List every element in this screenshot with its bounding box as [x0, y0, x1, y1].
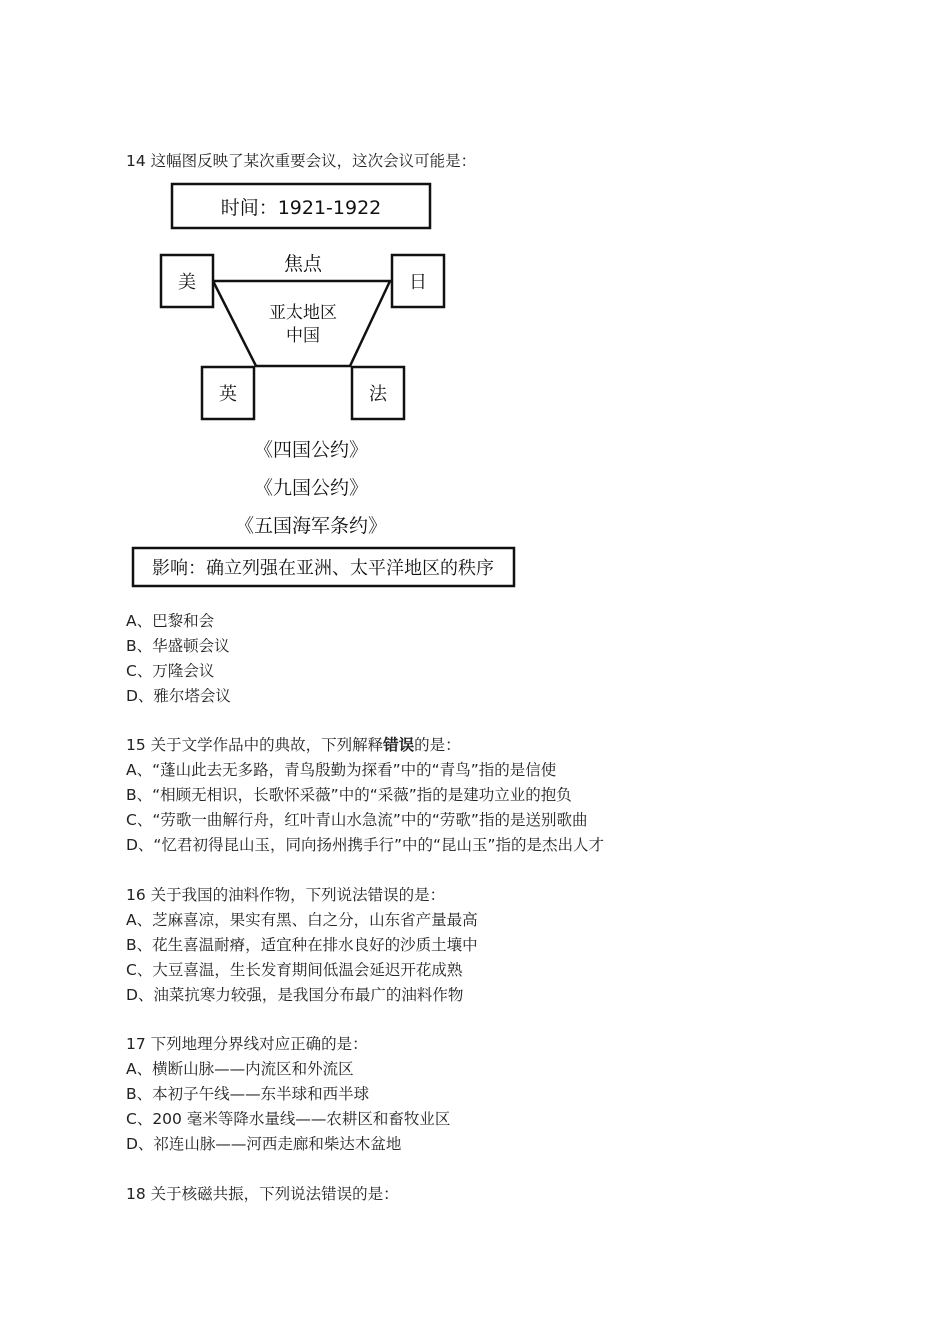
q16-option-c: C、大豆喜温，生长发育期间低温会延迟开花成熟 — [126, 961, 463, 979]
q17-option-a: A、横断山脉——内流区和外流区 — [126, 1060, 354, 1078]
q14-stem: 14 这幅图反映了某次重要会议，这次会议可能是： — [126, 152, 477, 170]
q14-option-b: B、华盛顿会议 — [126, 637, 230, 655]
q15-stem-suffix: 的是： — [414, 736, 461, 754]
q16-stem: 16 关于我国的油料作物，下列说法错误的是： — [126, 886, 446, 904]
q18-stem: 18 关于核磁共振，下列说法错误的是： — [126, 1185, 399, 1203]
q16-option-a: A、芝麻喜凉，果实有黑、白之分，山东省产量最高 — [126, 911, 478, 929]
q15-stem-bold: 错误 — [383, 736, 415, 754]
q17-stem: 17 下列地理分界线对应正确的是： — [126, 1035, 368, 1053]
trapezoid-shape — [213, 281, 390, 366]
nation-label-usa: 美 — [178, 272, 196, 293]
q15-option-d: D、“忆君初得昆山玉，同向扬州携手行”中的“昆山玉”指的是杰出人才 — [126, 836, 605, 854]
nation-label-uk: 英 — [219, 384, 237, 405]
q14-diagram — [0, 0, 950, 600]
nation-label-japan: 日 — [409, 272, 427, 293]
q16-option-d: D、油菜抗寒力较强，是我国分布最广的油料作物 — [126, 986, 464, 1004]
time-label: 时间：1921-1922 — [220, 197, 382, 219]
q14-option-d: D、雅尔塔会议 — [126, 687, 231, 705]
treaty-nine-power: 《九国公约》 — [253, 477, 369, 499]
center-label-1: 亚太地区 — [269, 303, 337, 323]
treaty-four-power: 《四国公约》 — [253, 439, 369, 461]
q15-stem — [126, 734, 461, 756]
q17-option-c: C、200 毫米等降水量线——农耕区和畜牧业区 — [126, 1110, 451, 1128]
treaty-five-power-naval: 《五国海军条约》 — [234, 515, 388, 537]
q17-option-b: B、本初子午线——东半球和西半球 — [126, 1085, 370, 1103]
q15-stem-prefix: 15 关于文学作品中的典故，下列解释 — [126, 736, 384, 754]
nation-label-france: 法 — [369, 384, 387, 405]
impact-label: 影响：确立列强在亚洲、太平洋地区的秩序 — [152, 558, 494, 579]
focus-label: 焦点 — [283, 253, 323, 275]
center-label-2: 中国 — [286, 326, 320, 346]
q15-option-a: A、“蓬山此去无多路，青鸟殷勤为探看”中的“青鸟”指的是信使 — [126, 761, 557, 779]
q15-option-c: C、“劳歌一曲解行舟，红叶青山水急流”中的“劳歌”指的是送别歌曲 — [126, 811, 588, 829]
q17-option-d: D、祁连山脉——河西走廊和柴达木盆地 — [126, 1135, 402, 1153]
q14-option-a: A、巴黎和会 — [126, 612, 215, 630]
q16-option-b: B、花生喜温耐瘠，适宜种在排水良好的沙质土壤中 — [126, 936, 478, 954]
q14-option-c: C、万隆会议 — [126, 662, 215, 680]
q15-option-b: B、“相顾无相识，长歌怀采薇”中的“采薇”指的是建功立业的抱负 — [126, 786, 572, 804]
